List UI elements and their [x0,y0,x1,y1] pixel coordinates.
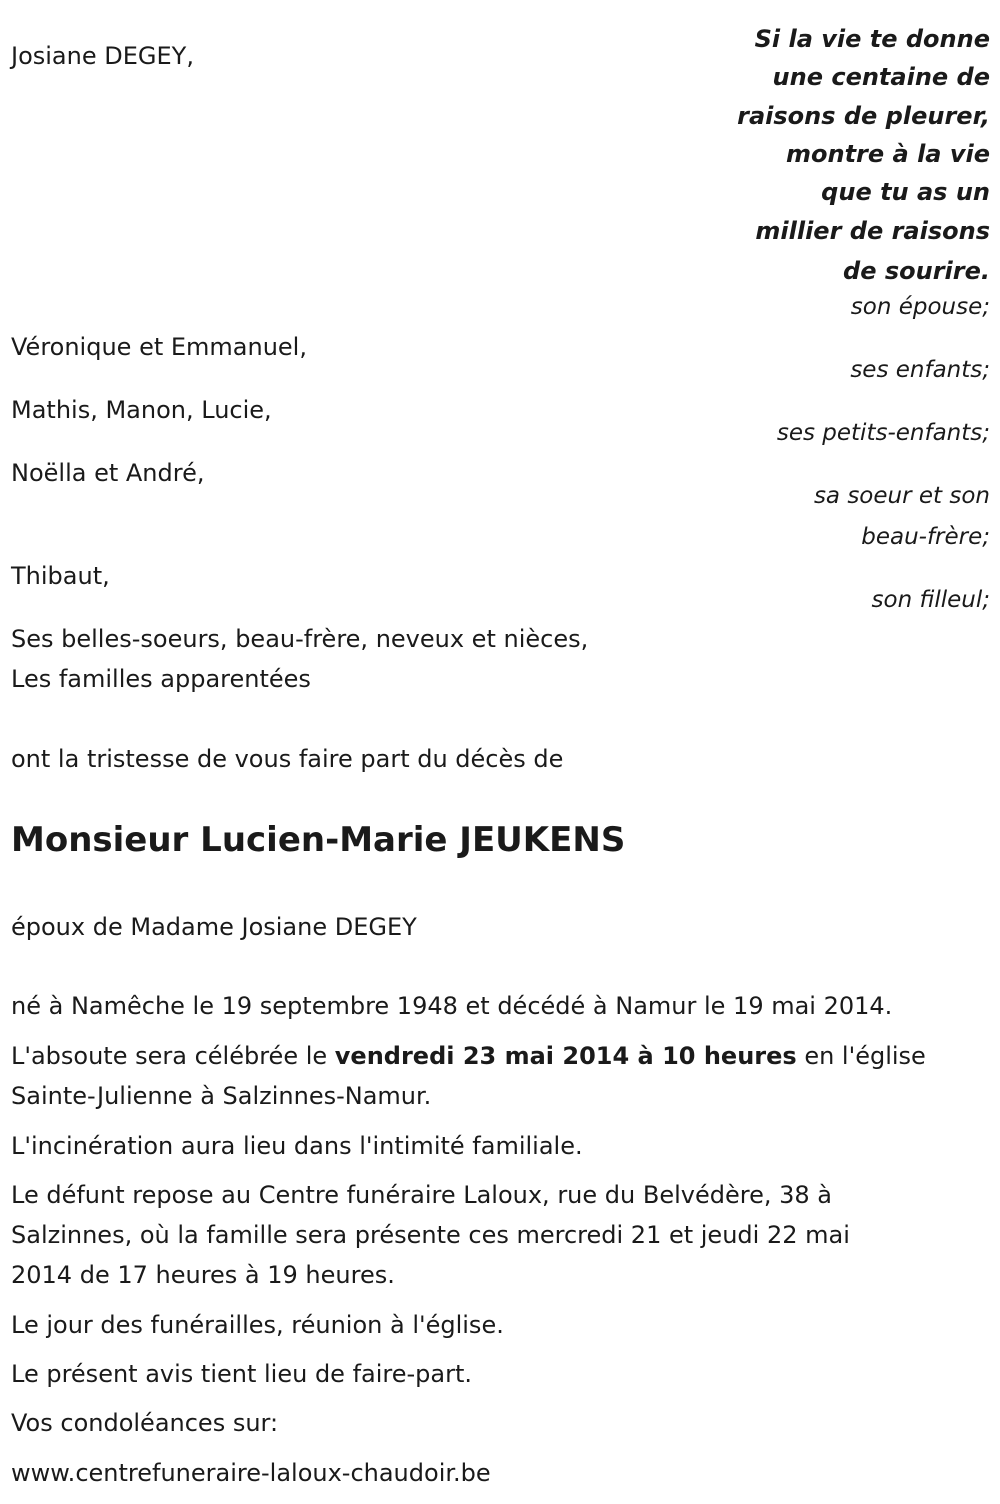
website-link[interactable]: www.centrefuneraire-laloux-chaudoir.be [11,1459,491,1487]
quote-line: que tu as un [821,178,990,206]
absoute-line1 [11,1041,926,1071]
quote-line: montre à la vie [786,140,990,168]
spouse-of: époux de Madame Josiane DEGEY [11,913,417,941]
quote-line: raisons de pleurer, [737,102,990,130]
family-grandchildren: Mathis, Manon, Lucie, [11,396,272,424]
absoute-date: vendredi 23 mai 2014 à 10 heures [334,1042,797,1070]
role-sister-line2: beau-frère; [861,524,990,550]
quote-line: de sourire. [843,257,990,285]
funeral-day: Le jour des funérailles, réunion à l'église. [11,1311,504,1339]
family-others-line2: Les familles apparentées [11,665,311,693]
birth-death: né à Namêche le 19 septembre 1948 et décédé à Namur le 19 mai 2014. [11,992,893,1020]
absoute-suffix: en l'église [796,1042,926,1070]
family-spouse: Josiane DEGEY, [11,42,194,70]
family-others-line1: Ses belles-soeurs, beau-frère, neveux et nièces, [11,625,589,653]
role-children: ses enfants; [850,357,990,383]
absoute-line2: Sainte-Julienne à Salzinnes-Namur. [11,1082,432,1110]
quote-line: une centaine de [772,63,990,91]
role-spouse: son épouse; [850,294,990,320]
notice: Le présent avis tient lieu de faire-part. [11,1360,473,1388]
repose-line3: 2014 de 17 heures à 19 heures. [11,1261,395,1289]
announcement: ont la tristesse de vous faire part du décès de [11,745,564,773]
incineration: L'incinération aura lieu dans l'intimité familiale. [11,1132,583,1160]
quote-line: millier de raisons [755,217,990,245]
repose-line1: Le défunt repose au Centre funéraire Laloux, rue du Belvédère, 38 à [11,1181,832,1209]
repose-line2: Salzinnes, où la famille sera présente ces mercredi 21 et jeudi 22 mai [11,1221,850,1249]
role-grandchildren: ses petits-enfants; [776,420,990,446]
deceased-name: Monsieur Lucien-Marie JEUKENS [11,820,626,860]
role-godson: son filleul; [871,587,990,613]
family-children: Véronique et Emmanuel, [11,333,307,361]
condolences-label: Vos condoléances sur: [11,1409,279,1437]
quote-line: Si la vie te donne [754,25,990,53]
family-godson: Thibaut, [11,562,110,590]
family-sister: Noëlla et André, [11,459,205,487]
role-sister-line1: sa soeur et son [813,483,990,509]
absoute-prefix: L'absoute sera célébrée le [11,1042,335,1070]
